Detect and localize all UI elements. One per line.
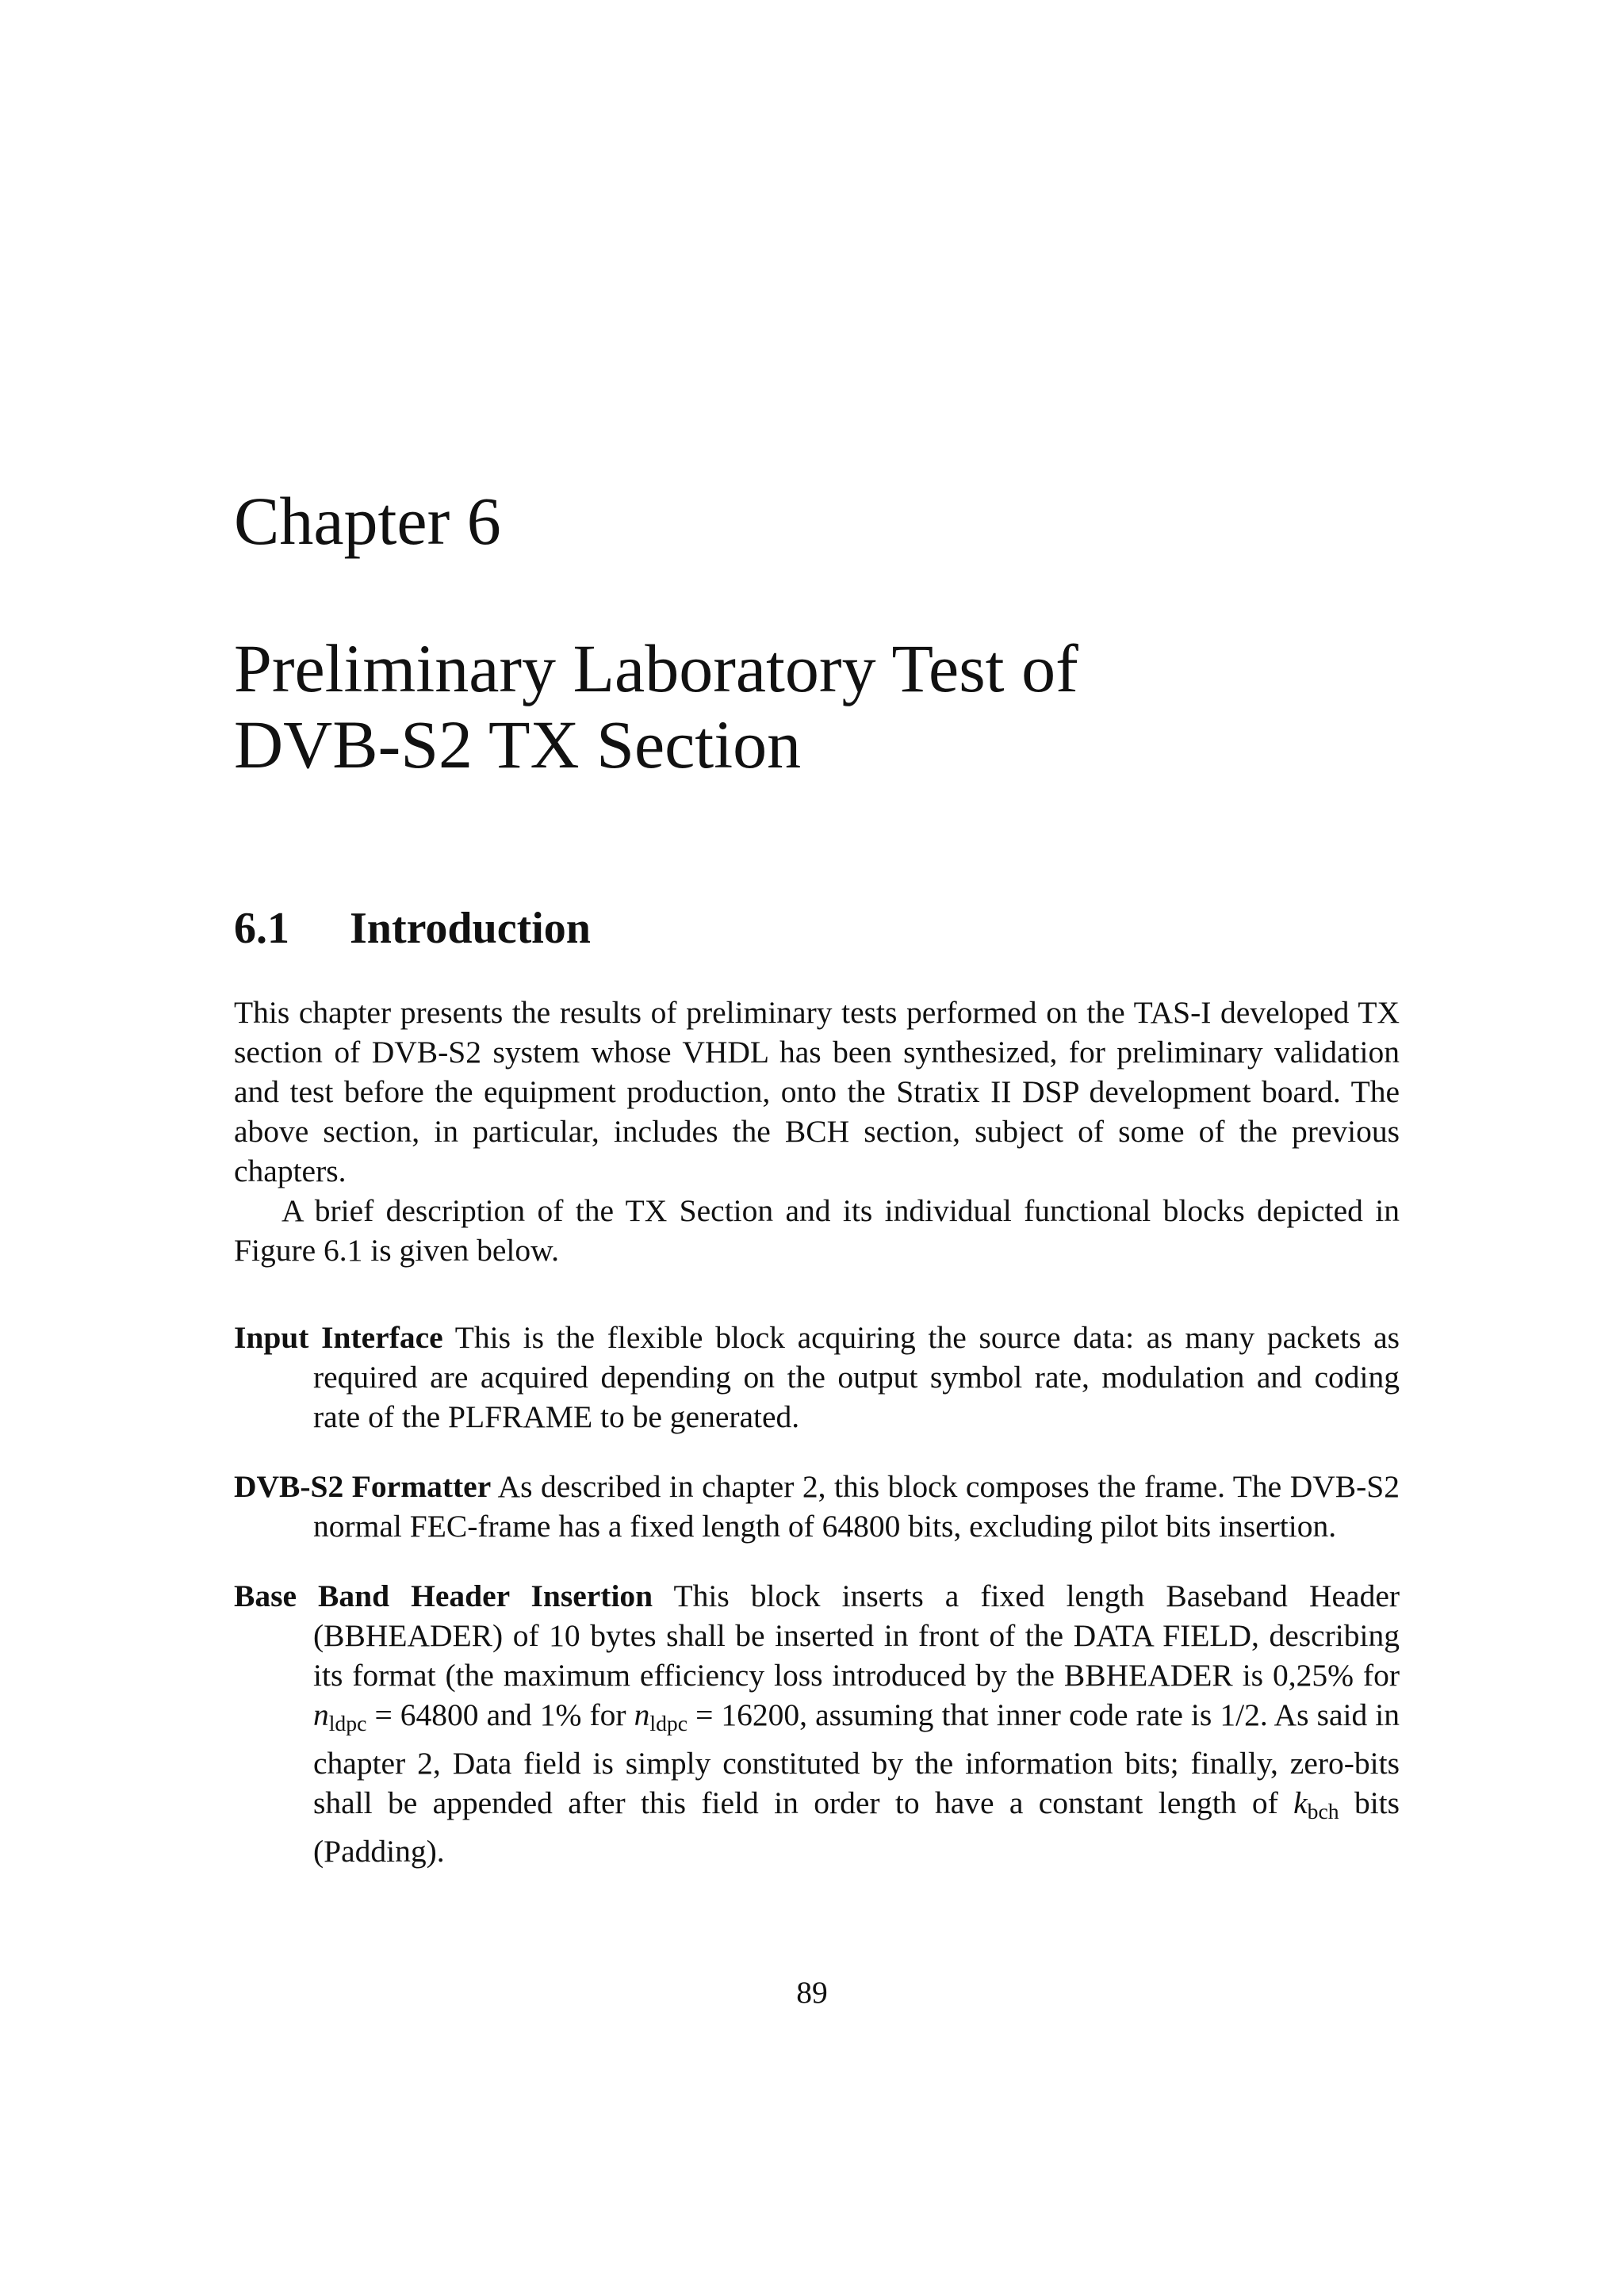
section-number: 6.1: [234, 904, 289, 953]
term-input-interface: Input Interface: [234, 1320, 443, 1355]
block-description-list: [234, 1318, 1400, 1871]
math-n-ldpc-first: [313, 1697, 367, 1735]
math-subscript-ldpc: ldpc: [649, 1710, 688, 1735]
description-bbheader-part-a: This block inserts a fixed length Baseband Header (BBHEADER) of 10 bytes shall be inserted in front of the DATA FIELD, describing its format (the maximum efficiency loss introduced by the BBHEADER is 0,25% for: [313, 1578, 1400, 1693]
description-formatter: As described in chapter 2, this block composes the frame. The DVB-S2 normal FEC-frame has a fixed length of 64800 bits, excluding pilot bits insertion.: [313, 1469, 1400, 1544]
chapter-label: Chapter 6: [234, 483, 501, 559]
math-variable-n: n: [634, 1697, 650, 1732]
intro-paragraph: This chapter presents the results of preliminary tests performed on the TAS-I developed TX section of DVB-S2 system whose VHDL has been synthesized, for preliminary validation and test before the equipment production, onto the Stratix II DSP development board. The above section, in particular, includes the BCH section, subject of some of the previous chapters.: [234, 995, 1400, 1188]
description-item-bbheader: [234, 1576, 1400, 1871]
description-bbheader-part-d: bits (Padding).: [313, 1785, 1400, 1869]
term-formatter: DVB-S2 Formatter: [234, 1469, 492, 1504]
description-item-formatter: [234, 1467, 1400, 1546]
description-input-interface: This is the flexible block acquiring the source data: as many packets as required are acquired depending on the output symbol rate, modulation and coding rate of the PLFRAME to be generated.: [313, 1320, 1400, 1434]
description-item-input-interface: [234, 1318, 1400, 1437]
term-bbheader: Base Band Header Insertion: [234, 1578, 653, 1613]
section-heading: [234, 902, 591, 955]
description-bbheader-part-b: = 64800 and 1% for: [374, 1697, 626, 1732]
section-title: Introduction: [350, 904, 591, 953]
math-subscript-bch: bch: [1307, 1798, 1339, 1823]
math-k-bch: [1293, 1785, 1339, 1823]
chapter-title-line-1: Preliminary Laboratory Test of: [234, 630, 1078, 706]
math-variable-k: k: [1293, 1785, 1308, 1820]
section-body: [234, 993, 1400, 1901]
chapter-title: [234, 630, 1400, 783]
chapter-title-line-2: DVB-S2 TX Section: [234, 706, 802, 783]
overview-paragraph: A brief description of the TX Section and its individual functional blocks depicted in Figure 6.1 is given below.: [234, 1193, 1400, 1268]
page-number: 89: [796, 1975, 828, 2010]
description-bbheader-part-c: = 16200, assuming that inner code rate is 1/2. As said in chapter 2, Data field is simply constituted by the information bits; finally, zero-bits shall be appended after this field in order to have a constant length of: [313, 1697, 1400, 1820]
math-n-ldpc-second: [634, 1697, 688, 1735]
math-variable-n: n: [313, 1697, 329, 1732]
math-subscript-ldpc: ldpc: [328, 1710, 367, 1735]
